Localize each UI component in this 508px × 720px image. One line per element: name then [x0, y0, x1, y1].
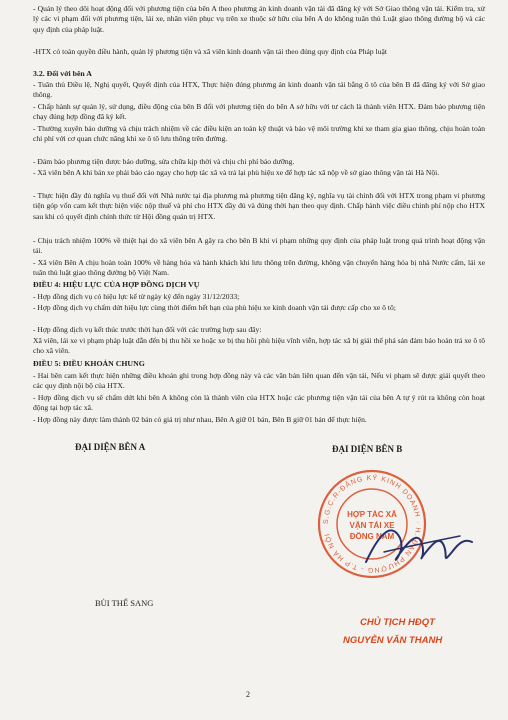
article-4-item-2: - Hợp đồng dịch vụ chấm dứt hiệu lực cùng thời điểm hết hạn của phù hiệu xe kinh doanh vận tải được cấp cho xe ô tô; — [33, 303, 396, 312]
article-4-item-1: - Hợp đồng dịch vụ có hiệu lực kể từ ngày ký đến ngày 31/12/2033; — [33, 292, 240, 301]
page-number: 2 — [246, 690, 250, 699]
article-5-heading: ĐIỀU 5: ĐIỀU KHOẢN CHUNG — [33, 359, 145, 368]
section-3-2-item-8: - Xã viên Bên A chịu hoàn toàn 100% về hàng hóa và hành khách khi lưu thông trên đường, không vận chuyển hàng hóa bị nhà Nước cấm, lái xe tuân thủ luật giao thông đường bộ Việt Nam. — [33, 258, 485, 278]
stamp-line-1: HỢP TÁC XÃ — [347, 510, 397, 519]
section-3-2-heading: 3.2. Đối với bên A — [33, 69, 92, 78]
section-3-2-item-4: - Đảm bảo phương tiện được bảo dưỡng, sửa chữa kịp thời và chịu chi phí bảo dưỡng. — [33, 157, 295, 166]
party-a-title: ĐẠI DIỆN BÊN A — [75, 442, 146, 452]
party-b-name: NGUYỄN VĂN THANH — [343, 635, 443, 646]
article-5-item-3: - Hợp đồng này được làm thành 02 bản có giá trị như nhau, Bên A giữ 01 bản, Bên B giữ 01 bản để thực hiện. — [33, 415, 367, 424]
stamp-line-2: VẬN TẢI XE — [349, 521, 395, 530]
stamp-line-3: ĐÔNG NAM — [349, 532, 395, 541]
intro-paragraph-2: -HTX có toàn quyền điều hành, quản lý phương tiện và xã viên kinh doanh vận tải theo đúng quy định của Pháp luật — [33, 47, 387, 56]
article-4-item-4: Xã viên, lái xe vi phạm pháp luật dẫn đến bị thu hồi xe hoặc xe bị thu hồi phù hiệu vĩnh viễn, hợp tác xã bị giải thể phá sản đảm bảo hoàn trả xe ô tô cho xã viên. — [33, 336, 485, 356]
article-4-item-3: - Hợp đồng dịch vụ kết thúc trước thời hạn đối với các trường hợp sau đây: — [33, 325, 262, 334]
intro-paragraph-1: - Quản lý theo dõi hoạt động đối với phương tiện của bên A theo phương án kinh doanh vận tải đã đăng ký với Sở Giao thông vận tải. Kiểm tra, xử lý các vi phạm đối với phương tiện, lái xe, nhân viên phục vụ trên xe thuộc sở hữu của bên A do không tuân thủ Luật giao thông đường bộ và các quy định của pháp luật. — [33, 4, 485, 34]
handwritten-signature — [360, 512, 480, 582]
section-3-2-item-1: - Tuân thủ Điều lệ, Nghị quyết, Quyết định của HTX, Thực hiện đúng phương án kinh doanh vận tải bằng ô tô của bên B đã đăng ký với Sở giao thông. — [33, 80, 485, 100]
party-a-name: BÙI THẾ SANG — [95, 598, 154, 608]
section-3-2-item-6: - Thực hiện đầy đủ nghĩa vụ thuế đối với Nhà nước tại địa phương mà phương tiện đăng ký, nghĩa vụ tài chính đối với HTX trong phạm vi phương tiện góp vốn cam kết thực hiện việc nộp thuế và phí cho HTX đầy đủ và đúng thời hạn theo quy định. Chấp hành việc điều chỉnh phí nộp cho HTX sau khi có quyết định chính thức từ Hội đồng quản trị HTX. — [33, 191, 485, 221]
party-b-title: ĐẠI DIỆN BÊN B — [332, 444, 403, 454]
article-5-item-1: - Hai bên cam kết thực hiện những điều khoản ghi trong hợp đồng này và các văn bản liên quan đến vận tải, Nếu vi phạm sẽ được giải quyết theo các quy định nội bộ của HTX. — [33, 371, 485, 391]
section-3-2-item-7: - Chịu trách nhiệm 100% về thiệt hại do xã viên bên A gây ra cho bên B khi vi phạm những quy định của pháp luật trong quá trình hoạt động vận tải. — [33, 236, 485, 256]
party-b-position: CHỦ TỊCH HĐQT — [360, 617, 435, 628]
article-4-heading: ĐIỀU 4: HIỆU LỰC CỦA HỢP ĐỒNG DỊCH VỤ — [33, 280, 200, 289]
section-3-2-item-3: - Thường xuyên bảo dưỡng và chịu trách nhiệm về các điều kiện an toàn kỹ thuật và bảo vệ môi trường khi xe tham gia giao thông, chịu hoàn toàn chi phí với cơ quan chức năng khi xe ô tô lưu thông trên đường. — [33, 124, 485, 144]
section-3-2-item-5: - Xã viên bên A khi bán xe phải báo cáo ngay cho hợp tác xã và trả lại phù hiệu xe để hợp tác xã nộp về sở giao thông vận tải Hà Nội. — [33, 168, 440, 177]
stamp-ring-text: S.G.C.R-ĐĂNG KÝ KINH DOANH · H. ĐAN PHƯỢNG - T.P HÀ NỘI — [322, 474, 422, 574]
section-3-2-item-2: - Chấp hành sự quản lý, sử dụng, điều động của bên B đối với phương tiện do bên A sở hữu với tư cách là thành viên HTX. Đảm bảo phương tiện chạy đúng hợp đồng đã ký kết. — [33, 102, 485, 122]
article-5-item-2: - Hợp đồng dịch vụ sẽ chấm dứt khi bên A không còn là thành viên của HTX hoặc các phương tiện vận tải của bên A tự ý rút ra không còn hoạt động tại hợp tác xã. — [33, 393, 485, 413]
